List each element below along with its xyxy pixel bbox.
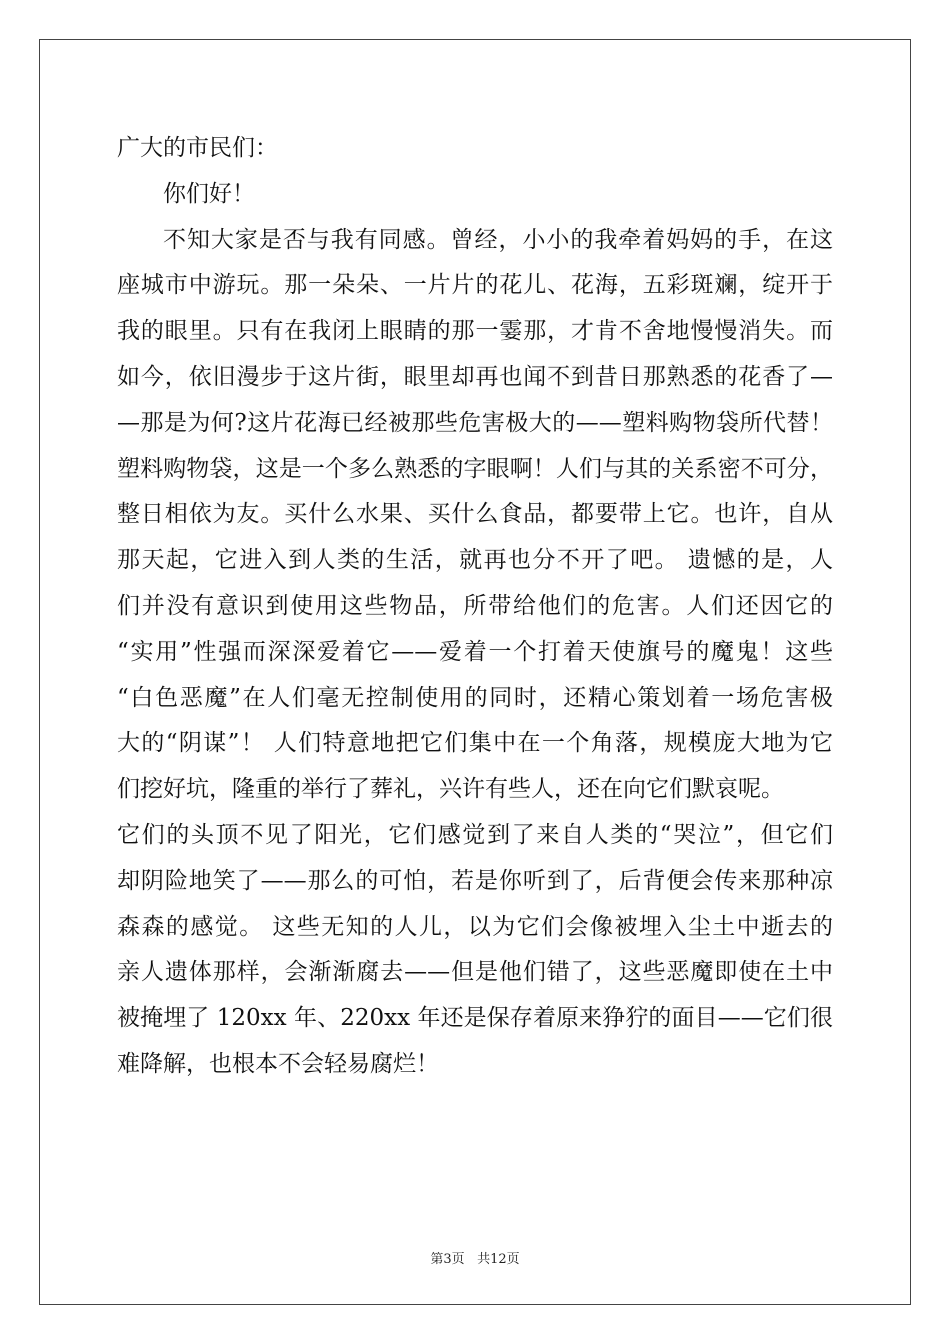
- paragraph-line: 如今，依旧漫步于这片街，眼里却再也闻不到昔日那熟悉的花香了—: [117, 363, 833, 390]
- paragraph-line: 它们的头顶不见了阳光，它们感觉到了来自人类的“哭泣”，但它们: [117, 821, 833, 848]
- paragraph-line: “实用”性强而深深爱着它——爱着一个打着天使旗号的魔鬼！这些: [117, 638, 833, 665]
- page-footer: [0, 1248, 950, 1267]
- paragraph-line: 大的“阴谋”！ 人们特意地把它们集中在一个角落，规模庞大地为它: [117, 730, 833, 757]
- page-total: 共12页: [477, 1252, 520, 1267]
- document-body: [117, 126, 833, 1088]
- paragraph-line: 森森的感觉。 这些无知的人儿，以为它们会像被埋入尘土中逝去的: [117, 913, 833, 940]
- paragraph-line: 们挖好坑，隆重的举行了葬礼，兴许有些人，还在向它们默哀呢。: [117, 776, 784, 803]
- paragraph-line: 却阴险地笑了——那么的可怕，若是你听到了，后背便会传来那种凉: [117, 867, 833, 894]
- paragraph-line: 整日相依为友。买什么水果、买什么食品，都要带上它。也许，自从: [117, 501, 833, 528]
- paragraph-line: 不知大家是否与我有同感。曾经，小小的我牵着妈妈的手，在这: [163, 226, 833, 253]
- paragraph-line: “白色恶魔”在人们毫无控制使用的同时，还精心策划着一场危害极: [117, 684, 833, 711]
- paragraph-line: 我的眼里。只有在我闭上眼睛的那一霎那，才肯不舍地慢慢消失。而: [117, 318, 833, 345]
- paragraph-line: 们并没有意识到使用这些物品，所带给他们的危害。人们还因它的: [117, 592, 833, 619]
- paragraph-line: 亲人遗体那样，会渐渐腐去——但是他们错了，这些恶魔即使在土中: [117, 959, 833, 986]
- greeting: 广大的市民们：: [117, 135, 278, 161]
- paragraph-line: 难降解，也根本不会轻易腐烂！: [117, 1050, 439, 1077]
- paragraph-line: 座城市中游玩。那一朵朵、一片片的花儿、花海，五彩斑斓，绽开于: [117, 272, 833, 299]
- paragraph-line: 那天起，它进入到人类的生活，就再也分不开了吧。 遗憾的是，人: [117, 547, 833, 574]
- page-number: 第3页: [430, 1252, 465, 1267]
- paragraph-line: 塑料购物袋，这是一个多么熟悉的字眼啊！人们与其的关系密不可分，: [117, 455, 833, 482]
- paragraph-line: —那是为何?这片花海已经被那些危害极大的——塑料购物袋所代替！: [117, 409, 833, 436]
- salutation: 你们好！: [163, 180, 255, 207]
- paragraph-line: 被掩埋了 120xx 年、220xx 年还是保存着原来狰狞的面目——它们很: [117, 1005, 833, 1032]
